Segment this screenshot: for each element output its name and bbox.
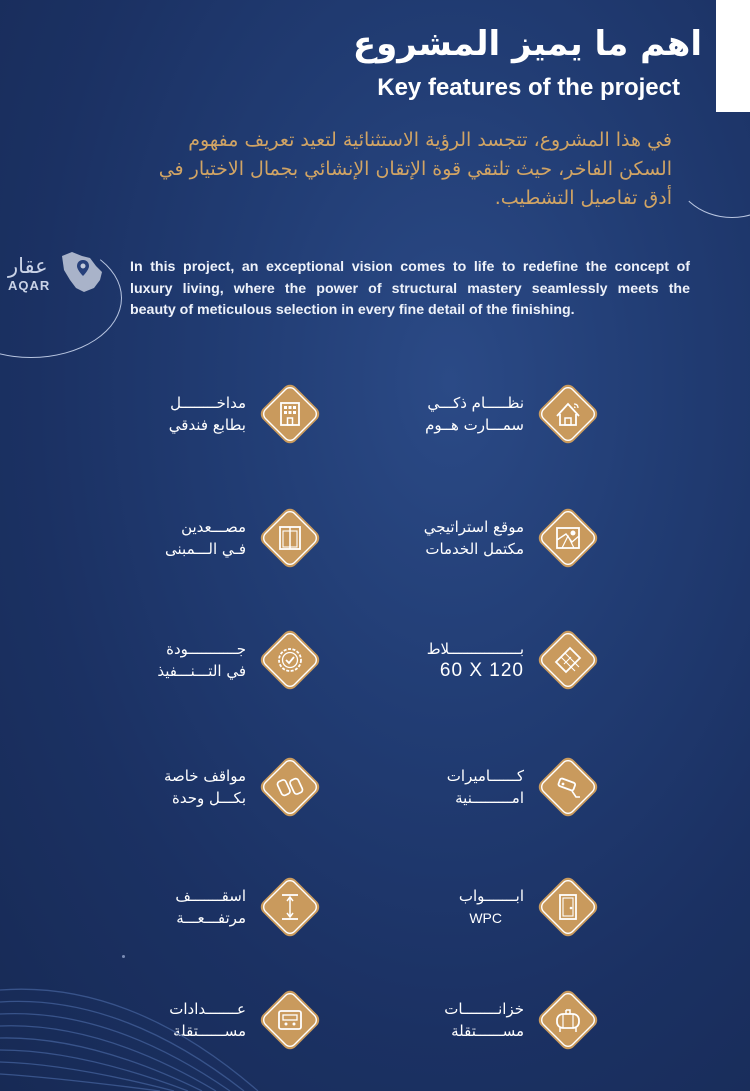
intro-en-line: In this project, an exceptional vision comes to life to redefine the concept of [130,259,690,275]
feature-line-1: مصـــعدين [181,518,246,536]
water-tank-icon [533,985,603,1055]
white-corner-bar [716,0,750,112]
feature-line-2: بطابع فندقي [168,416,246,434]
feature-line-2: WPC [469,910,502,926]
intro-ar-line: السكن الفاخر، حيث تلتقي قوة الإتقان الإنشائي بجمال الاختيار في [158,158,672,180]
feature-line-1: عـــــــدادات [169,1000,246,1018]
feature-line-1: نظـــــام ذكـــي [427,394,524,412]
feature-label [424,516,524,560]
feature-label [427,638,524,682]
meter-icon [255,985,325,1055]
page-title-english: Key features of the project [377,74,680,101]
decorative-arc [672,112,750,218]
feature-label [164,765,246,809]
feature-line-1: موقع استراتيجي [423,518,524,536]
security-camera-icon [533,752,603,822]
parking-car-icon [255,752,325,822]
feature-line-2: مكتمل الخدمات [425,540,524,558]
elevator-icon [255,503,325,573]
feature-label [165,516,246,560]
feature-label [157,638,246,682]
feature-line-2: امـــــــــنية [455,789,524,807]
smart-home-icon [533,379,603,449]
intro-paragraph-english [130,257,690,322]
feature-line-1: ابـــــــواب [458,887,524,905]
feature-line-2: بكـــل وحدة [171,789,246,807]
feature-line-2: في التـــنـــفيذ [157,662,246,680]
decorative-rings [0,960,260,1091]
door-icon [533,872,603,942]
feature-line-2: فـي الـــمبنى [165,540,246,558]
feature-line-1: مواقف خاصة [163,767,246,785]
feature-line-2: 60 X 120 [439,660,524,681]
feature-line-1: مداخــــــــل [170,394,246,412]
intro-paragraph-arabic [72,126,672,213]
feature-label [425,392,524,436]
feature-line-1: اسقـــــــف [175,887,246,905]
feature-line-1: خزانــــــــات [444,1000,524,1018]
feature-label [459,885,524,929]
saudi-map-icon [56,248,106,296]
decorative-dot [122,955,125,958]
location-map-icon [533,503,603,573]
feature-line-2: مرتفـــعـــة [176,909,246,927]
hotel-building-icon [255,379,325,449]
intro-ar-line: في هذا المشروع، تتجسد الرؤية الاستثنائية لتعيد تعريف مفهوم [188,129,672,151]
feature-label [169,392,246,436]
feature-line-1: جـــــــــــودة [166,640,246,658]
feature-line-2: سمـــارت هــوم [425,416,524,434]
feature-line-2: مســــــتقلة [451,1022,524,1040]
logo-text-english: AQAR [8,278,51,293]
feature-line-1: كــــــاميرات [446,767,524,785]
logo-text-arabic: عقار [8,254,48,278]
feature-label [447,765,524,809]
high-ceiling-icon [255,872,325,942]
feature-label [175,885,246,929]
quality-badge-icon [255,625,325,695]
intro-en-line: beauty of meticulous selection in every fine detail of the finishing. [130,302,575,318]
page-title-arabic: اهم ما يميز المشروع [352,24,702,64]
feature-label [444,998,524,1042]
feature-line-1: بــــــــــــــــلاط [426,640,524,658]
tiles-icon [533,625,603,695]
intro-en-line: luxury living, where the power of structural mastery seamlessly meets the [130,280,690,297]
feature-line-2: مســــــتقلة [173,1022,246,1040]
intro-ar-line: أدق تفاصيل التشطيب. [494,187,672,209]
